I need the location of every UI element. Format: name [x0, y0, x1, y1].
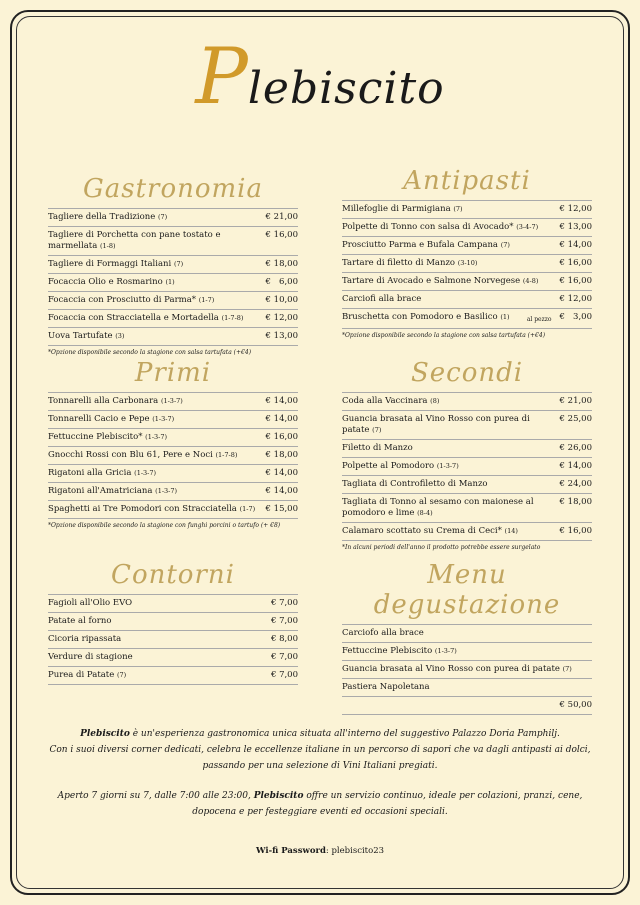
item-name	[342, 276, 560, 287]
section-primi	[48, 358, 298, 529]
item-price: € 16,00	[265, 432, 298, 442]
item-allergens: (7)	[116, 671, 127, 679]
item-name	[342, 414, 560, 436]
item-price: € 14,00	[265, 396, 298, 406]
brand-mention: Plebiscito	[253, 791, 304, 801]
item-price: € 13,00	[265, 331, 298, 341]
footer-text: è un'esperienza gastronomica unica situata all'interno del suggestivo Palazzo Doria Pamphilj.	[129, 729, 560, 739]
item-price: € 18,00	[265, 450, 298, 460]
menu-item	[48, 291, 298, 309]
item-name	[48, 277, 266, 288]
item-name	[342, 240, 560, 251]
menu-item	[48, 327, 298, 346]
menu-item	[48, 500, 298, 519]
item-name	[48, 504, 266, 515]
item-name-text: Fettuccine Plebiscito*	[48, 432, 143, 442]
item-allergens: (1-7)	[198, 296, 215, 304]
item-name	[342, 222, 560, 233]
item-name-text: Polpette al Pomodoro	[342, 461, 435, 471]
menu-item	[342, 439, 592, 457]
item-name-text: Fagioli all'Olio EVO	[48, 598, 133, 608]
menu-list	[342, 392, 592, 541]
item-name	[48, 670, 271, 681]
item-price: € 24,00	[559, 479, 592, 489]
item-name-text: Purea di Patate	[48, 670, 115, 680]
section-note: *Opzione disponibile secondo la stagione con salsa tartufata (+€4)	[48, 349, 252, 356]
menu-item	[48, 273, 298, 291]
item-name	[342, 294, 560, 305]
item-name-text: Patate al forno	[48, 616, 112, 626]
item-allergens: (14)	[504, 527, 518, 535]
menu-item	[342, 272, 592, 290]
item-allergens: (4-8)	[522, 277, 539, 285]
item-name-text: Tartare di Avocado e Salmone Norvegese	[342, 276, 521, 286]
item-name-text: Uova Tartufate	[48, 331, 113, 341]
menu-item	[48, 226, 298, 255]
section-note: *Opzione disponibile secondo la stagione con funghi porcini o tartufo (+ €8)	[48, 522, 281, 529]
item-price: € 14,00	[559, 461, 592, 471]
menu-item	[342, 696, 592, 715]
item-name	[342, 258, 560, 269]
item-allergens: (7)	[372, 426, 382, 434]
item-allergens: (8-4)	[417, 509, 433, 517]
item-name	[342, 443, 560, 454]
item-name	[342, 479, 560, 490]
item-allergens: (1-3-7)	[436, 462, 459, 470]
item-name	[48, 634, 271, 645]
menu-list	[342, 200, 592, 329]
item-name	[48, 313, 266, 324]
section-title: Primi	[134, 358, 212, 388]
item-name	[48, 450, 266, 461]
item-name-text: Pastiera Napoletana	[342, 682, 430, 692]
item-name	[48, 652, 271, 663]
item-name	[48, 468, 266, 479]
item-name-text: Tonnarelli Cacio e Pepe	[48, 414, 150, 424]
item-name	[48, 396, 266, 407]
menu-item	[48, 594, 298, 612]
item-name	[342, 526, 560, 537]
menu-item	[342, 660, 592, 678]
item-price: € 18,00	[559, 497, 592, 507]
item-name-text: Polpette di Tonno con salsa di Avocado*	[342, 222, 514, 232]
section-title: Menu degustazione	[373, 560, 561, 620]
item-price: € 13,00	[559, 222, 592, 232]
section-contorni	[48, 560, 298, 685]
item-name	[48, 486, 266, 497]
item-name-text: Guancia brasata al Vino Rosso con purea di patate	[342, 664, 560, 674]
item-name-text: Tagliere di Porchetta con pane tostato e marmellata	[48, 230, 221, 251]
item-name	[48, 212, 266, 223]
item-name-text: Prosciutto Parma e Bufala Campana	[342, 240, 499, 250]
item-name	[342, 204, 560, 215]
item-name-text: Millefoglie di Parmigiana	[342, 204, 451, 214]
menu-item	[342, 493, 592, 522]
item-name-text: Focaccia con Prosciutto di Parma*	[48, 295, 197, 305]
item-name-text: Carciofo alla brace	[342, 628, 424, 638]
section-secondi	[342, 358, 592, 551]
footer-text: Con i suoi diversi corner dedicati, celebra le eccellenze italiane in un percorso di sapori che va dagli antipasti ai dolci,	[49, 745, 591, 755]
item-allergens: (1-7-8)	[221, 314, 244, 322]
menu-item	[48, 464, 298, 482]
item-name-text: Coda alla Vaccinara	[342, 396, 428, 406]
item-name-text: Gnocchi Rossi con Blu 61, Pere e Noci	[48, 450, 213, 460]
item-allergens: (1-3-7)	[160, 397, 183, 405]
menu-list	[48, 208, 298, 346]
item-name	[48, 414, 266, 425]
item-allergens: (8)	[430, 397, 440, 405]
item-allergens: (3-10)	[457, 259, 478, 267]
brand-mention: Plebiscito	[80, 729, 130, 739]
item-allergens: (1-3-7)	[155, 487, 178, 495]
menu-item	[342, 522, 592, 541]
item-name	[48, 598, 271, 609]
item-price: € 14,00	[265, 486, 298, 496]
item-name-text: Rigatoni alla Gricia	[48, 468, 132, 478]
menu-item	[48, 255, 298, 273]
item-price: € 16,00	[265, 230, 298, 240]
wifi-password: : plebiscito23	[325, 846, 385, 856]
menu-item	[342, 392, 592, 410]
item-name-text: Rigatoni all'Amatriciana	[48, 486, 153, 496]
item-price: € 12,00	[559, 294, 592, 304]
item-price: € 21,00	[559, 396, 592, 406]
footer-intro	[40, 726, 600, 774]
section-degustazione	[342, 560, 592, 715]
brand-logo	[0, 32, 640, 122]
wifi-label: Wi-fi Password	[255, 846, 326, 856]
section-title: Contorni	[111, 560, 235, 590]
item-price: € 7,00	[270, 616, 298, 626]
item-price: € 10,00	[265, 295, 298, 305]
brand-name: lebiscito	[247, 63, 445, 114]
item-name	[48, 331, 266, 342]
menu-item	[342, 475, 592, 493]
menu-item	[48, 446, 298, 464]
menu-item	[342, 678, 592, 696]
item-allergens: (7)	[562, 665, 572, 673]
menu-item	[48, 309, 298, 327]
section-title: Antipasti	[403, 166, 531, 196]
item-price: € 21,00	[265, 212, 298, 222]
menu-item	[48, 666, 298, 685]
item-unit: al pezzo	[526, 316, 552, 323]
item-name	[342, 312, 527, 323]
footer-hours	[40, 788, 600, 820]
item-price: € 7,00	[270, 670, 298, 680]
item-price: € 7,00	[270, 652, 298, 662]
item-price: € 8,00	[270, 634, 298, 644]
menu-item	[48, 392, 298, 410]
menu-item	[342, 236, 592, 254]
menu-item	[342, 410, 592, 439]
menu-item	[48, 428, 298, 446]
item-price: € 15,00	[265, 504, 298, 514]
footer-text: passando per una selezione di Vini Italiani pregiati.	[202, 761, 438, 771]
item-allergens: (7)	[453, 205, 463, 213]
item-name-text: Focaccia con Stracciatella e Mortadella	[48, 313, 219, 323]
item-price: € 18,00	[265, 259, 298, 269]
item-name-text: Spaghetti ai Tre Pomodori con Stracciatella	[48, 504, 237, 514]
item-name-text: Tartare di filetto di Manzo	[342, 258, 456, 268]
item-name-text: Tonnarelli alla Carbonara	[48, 396, 159, 406]
item-allergens: (1)	[165, 278, 175, 286]
item-name	[342, 646, 592, 657]
item-allergens: (1-3-7)	[145, 433, 168, 441]
item-name-text: Calamaro scottato su Crema di Ceci*	[342, 526, 502, 536]
menu-item	[342, 290, 592, 308]
item-price: € 26,00	[559, 443, 592, 453]
item-price: € 14,00	[559, 240, 592, 250]
item-name-text: Filetto di Manzo	[342, 443, 413, 453]
item-name	[48, 295, 266, 306]
item-name-text: Tagliere della Tradizione	[48, 212, 156, 222]
item-allergens: (3)	[115, 332, 125, 340]
item-name-text: Verdure di stagione	[48, 652, 133, 662]
item-name-text: Focaccia Olio e Rosmarino	[48, 277, 163, 287]
section-title: Gastronomia	[82, 174, 263, 204]
item-price: € 16,00	[559, 258, 592, 268]
menu-item	[342, 642, 592, 660]
item-allergens: (1-7)	[239, 505, 256, 513]
item-name	[48, 230, 266, 252]
footer-text: offre un servizio continuo, ideale per colazioni, pranzi, cene,	[303, 791, 583, 801]
item-allergens: (7)	[157, 213, 168, 221]
wifi-info	[0, 846, 640, 856]
item-allergens: (3-4-7)	[516, 223, 539, 231]
menu-item	[342, 457, 592, 475]
item-name	[342, 664, 592, 675]
menu-item	[48, 648, 298, 666]
item-price: € 14,00	[265, 414, 298, 424]
item-name-text: Bruschetta con Pomodoro e Basilico	[342, 312, 498, 322]
item-name	[48, 616, 271, 627]
item-name-text: Tagliata di Controfiletto di Manzo	[342, 479, 488, 489]
brand-initial: P	[195, 32, 248, 122]
item-allergens: (1-3-7)	[152, 415, 175, 423]
footer-text: Aperto 7 giorni su 7, dalle 7:00 alle 23:00,	[57, 791, 254, 801]
item-name	[342, 682, 592, 693]
item-allergens: (1-3-7)	[434, 647, 457, 655]
item-price: € 7,00	[270, 598, 298, 608]
menu-item	[48, 410, 298, 428]
item-allergens: (1)	[500, 313, 510, 321]
menu-list	[342, 624, 592, 715]
item-allergens: (1-3-7)	[134, 469, 157, 477]
item-price: € 3,00	[559, 312, 592, 322]
item-name	[48, 432, 266, 443]
section-gastronomia	[48, 174, 298, 356]
menu-item	[48, 630, 298, 648]
item-allergens: (7)	[173, 260, 184, 268]
item-name-text: Carciofi alla brace	[342, 294, 422, 304]
item-price: € 14,00	[265, 468, 298, 478]
menu-item	[342, 200, 592, 218]
item-name	[342, 497, 560, 519]
menu-list	[48, 392, 298, 519]
item-name	[342, 396, 560, 407]
section-antipasti	[342, 166, 592, 339]
item-name	[342, 461, 560, 472]
item-price: € 16,00	[559, 276, 592, 286]
item-allergens: (7)	[500, 241, 510, 249]
item-price: € 25,00	[559, 414, 592, 424]
menu-item	[342, 308, 592, 329]
item-price: € 12,00	[265, 313, 298, 323]
item-allergens: (1-7-8)	[215, 451, 238, 459]
menu-item	[342, 218, 592, 236]
item-name-text: Guancia brasata al Vino Rosso con purea di patate	[342, 414, 530, 435]
menu-item	[48, 612, 298, 630]
section-title: Secondi	[410, 358, 524, 388]
item-name-text: Fettuccine Plebiscito	[342, 646, 433, 656]
item-name-text: Tagliere di Formaggi Italiani	[48, 259, 172, 269]
section-note: *Opzione disponibile secondo la stagione con salsa tartufata (+€4)	[342, 332, 546, 339]
menu-item	[342, 624, 592, 642]
footer-text: dopocena e per festeggiare eventi ed occasioni speciali.	[192, 807, 448, 817]
menu-item	[48, 482, 298, 500]
item-allergens: (1-8)	[99, 242, 116, 250]
menu-list	[48, 594, 298, 685]
item-price: € 6,00	[265, 277, 298, 287]
item-name-text: Cicoria ripassata	[48, 634, 122, 644]
menu-item	[342, 254, 592, 272]
item-price: € 50,00	[559, 700, 592, 710]
item-name	[48, 259, 266, 270]
item-price: € 16,00	[559, 526, 592, 536]
item-name	[342, 628, 592, 639]
menu-item	[48, 208, 298, 226]
section-note: *In alcuni periodi dell'anno il prodotto potrebbe essere surgelato	[342, 544, 541, 551]
item-price: € 12,00	[559, 204, 592, 214]
item-name-text: Tagliata di Tonno al sesamo con maionese al pomodoro e lime	[342, 497, 534, 518]
